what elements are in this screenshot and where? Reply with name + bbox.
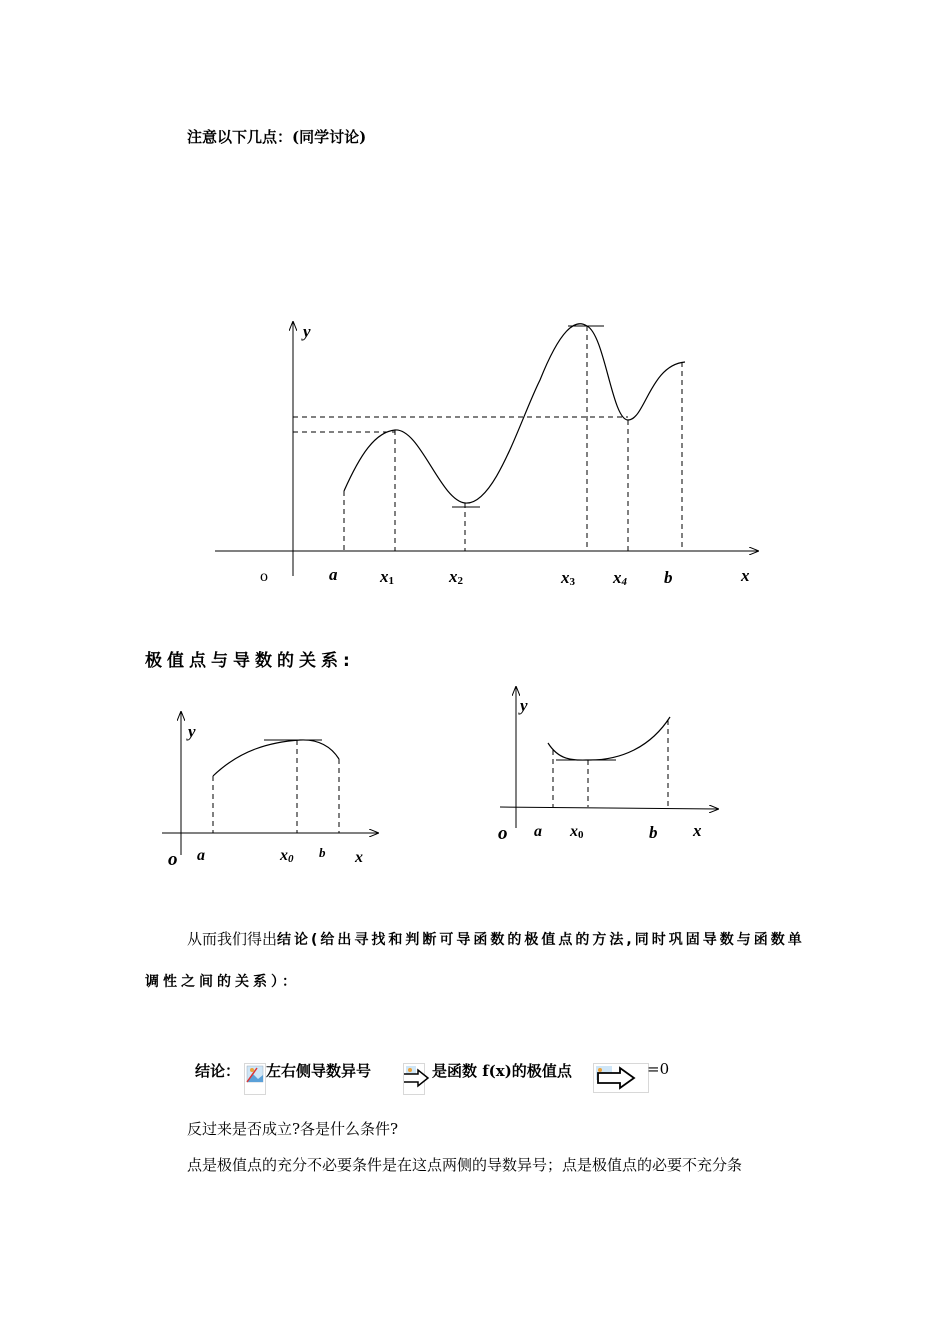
fig3-b-label: b [649,823,658,842]
question-text: 反过来是否成立?各是什么条件? [187,1120,399,1138]
fig2-a-label: a [197,847,205,864]
paragraph-line-1 [187,932,805,947]
fig2-origin-label: o [168,849,178,870]
fig1-x1-label: x1 [380,567,394,587]
fig1-x-label: x [741,566,750,585]
answer-text: 点是极值点的充分不必要条件是在这点两侧的导数异号；点是极值点的必要不充分条 [187,1156,743,1174]
fig3-a-label: a [534,823,542,840]
fig2-y-label: y [188,722,196,741]
fig1-y-label: y [303,322,311,341]
fig3-x0-label: x0 [570,823,584,841]
conclusion-part-1: 左右侧导数异号 [266,1062,372,1080]
fig2-b-label: b [319,845,326,860]
fig2-x-label: x [355,849,363,866]
fig1-b-label: b [664,568,673,587]
note-heading: 注意以下几点：(同学讨论) [187,128,367,146]
paragraph-plain: 从而我们得出 [187,930,278,948]
fig1-a-label: a [329,565,338,584]
figure-minimum [490,680,730,850]
figure-extrema-graph [0,0,950,620]
paragraph-bold: 结论(给出寻找和判断可导函数的极值点的方法,同时巩固导数与函数单 [277,932,805,948]
implies-arrow-icon [403,1063,425,1095]
conclusion-part-2: 是函数 f(x)的极值点 [432,1062,572,1080]
figure-maximum [150,700,400,880]
fig1-x3-label: x3 [561,568,575,588]
fig1-x4-label: x4 [613,568,627,588]
fig3-y-label: y [520,696,528,715]
guide-lines [293,326,682,551]
broken-image-icon [244,1063,266,1095]
fig3-origin-label: o [498,823,508,844]
fig3-x-label: x [693,821,702,840]
fig2-x0-label: x0 [280,847,294,865]
conclusion-part-3: =0 [647,1060,670,1078]
fig1-origin-label: o [260,568,268,585]
conclusion-label: 结论： [195,1062,241,1080]
implies-arrow-icon-2 [593,1063,649,1093]
section-title: 极值点与导数的关系: [145,651,355,671]
paragraph-line-2: 调性之间的关系）： [145,974,300,990]
fig1-x2-label: x2 [449,567,463,587]
